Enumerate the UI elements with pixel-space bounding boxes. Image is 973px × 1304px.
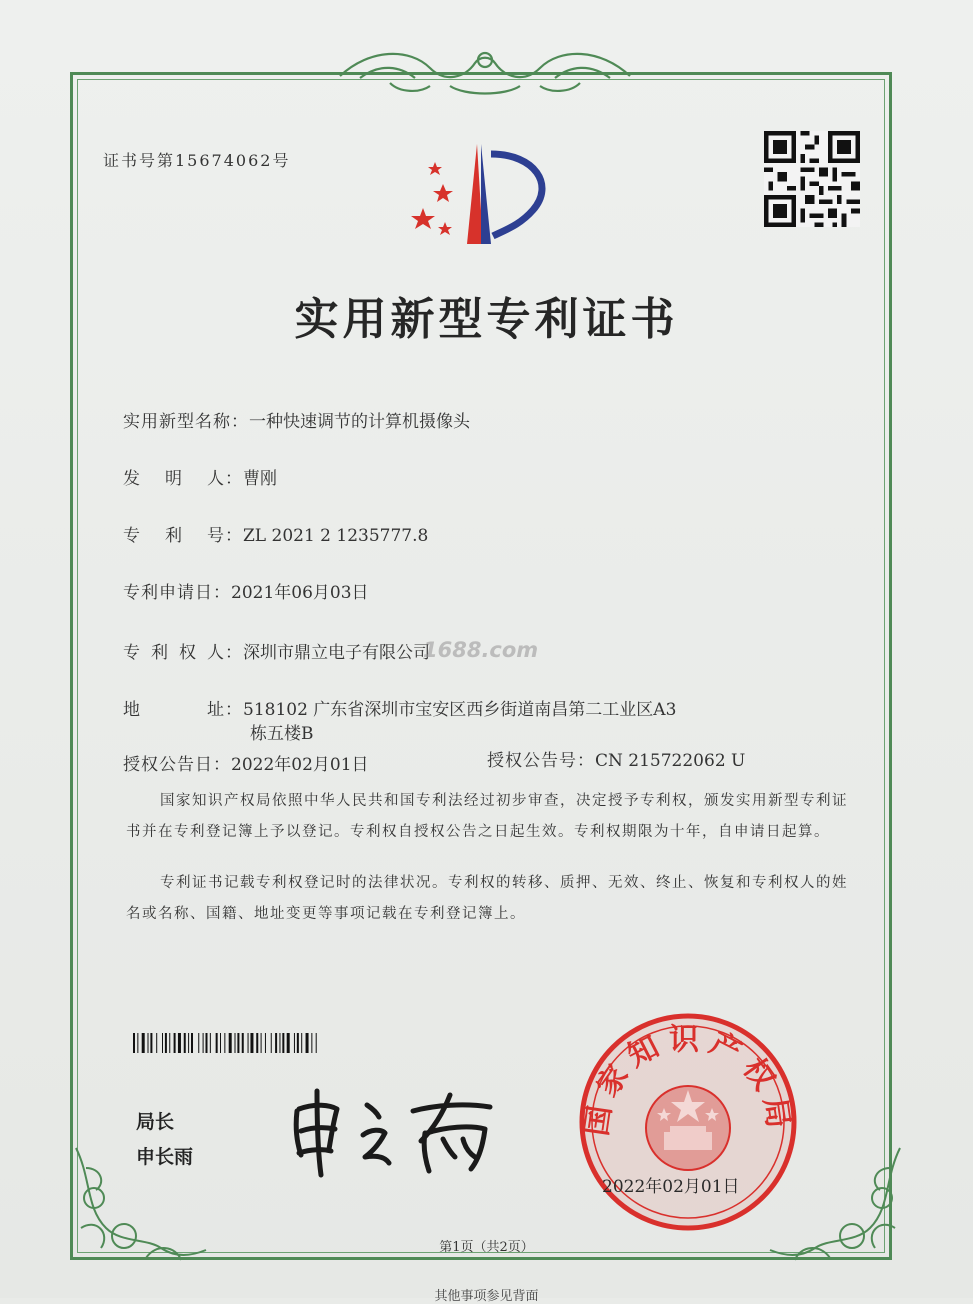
utility-model-name-value: 一种快速调节的计算机摄像头 [249, 412, 470, 432]
patent-number-value: ZL 2021 2 1235777.8 [243, 526, 429, 546]
cnipa-emblem-icon [405, 140, 555, 250]
handwritten-signature [285, 1083, 500, 1178]
certificate-title: 实用新型专利证书 [294, 294, 679, 345]
address-value-line2: 栋五楼B [250, 724, 314, 744]
patentee-label: 专 利 权 人 [123, 643, 225, 663]
seal-text: 国家知识产权局 [579, 1022, 797, 1139]
filing-date-value: 2021年06月03日 [231, 583, 369, 603]
footer-note: 其他事项参见背面 [434, 1289, 539, 1304]
grant-number-value: CN 215722062 U [595, 751, 746, 771]
field-grant-date [123, 750, 369, 775]
inventor-label: 发 明 人 [123, 469, 225, 489]
field-inventor: 发 明 人 ：曹刚 [123, 464, 277, 489]
field-patentee: 专 利 权 人 ：深圳市鼎立电子有限公司 [123, 638, 430, 663]
official-seal [576, 1010, 801, 1235]
page-number: 第1页（共2页） [439, 1240, 534, 1255]
field-address: 地 址 ：518102 广东省深圳市宝安区西乡街道南昌第二工业区A3 [123, 695, 676, 720]
qr-code[interactable] [764, 131, 860, 227]
field-filing-date [123, 578, 369, 603]
inventor-value: 曹刚 [243, 469, 277, 489]
body-paragraph-2: 专利证书记载专利权登记时的法律状况。专利权的转移、质押、无效、终止、恢复和专利权人的姓名或名称、国籍、地址变更等事项记载在专利登记簿上。 [126, 875, 848, 922]
barcode [133, 1033, 375, 1053]
filing-date-label: 专利申请日： [123, 583, 231, 603]
field-grant-number [487, 746, 745, 771]
grant-date-value: 2022年02月01日 [231, 755, 369, 775]
grant-date-label: 授权公告日： [123, 755, 231, 775]
top-ornament [330, 38, 640, 98]
patentee-value: 深圳市鼎立电子有限公司 [243, 643, 430, 663]
patent-number-label: 专 利 号 [123, 526, 225, 546]
field-patent-number: 专 利 号 ：ZL 2021 2 1235777.8 [123, 521, 428, 546]
utility-model-name-label: 实用新型名称： [123, 412, 249, 432]
body-paragraph-1: 国家知识产权局依照中华人民共和国专利法经过初步审查，决定授予专利权，颁发实用新型专利证书并在专利登记簿上予以登记。专利权自授权公告之日起生效。专利权期限为十年，自申请日起算。 [126, 793, 848, 840]
grant-number-label: 授权公告号： [487, 751, 595, 771]
certificate-number: 证书号第15674062号 [103, 151, 291, 170]
watermark-text: 1688.com [423, 638, 539, 662]
address-value-line1: 518102 广东省深圳市宝安区西乡街道南昌第二工业区A3 [243, 700, 677, 720]
signatory-title: 局长 [136, 1111, 175, 1133]
signatory-name: 申长雨 [136, 1146, 194, 1168]
field-utility-model-name [123, 407, 470, 432]
address-label: 地 址 [123, 700, 225, 720]
seal-date: 2022年02月01日 [602, 1177, 740, 1197]
